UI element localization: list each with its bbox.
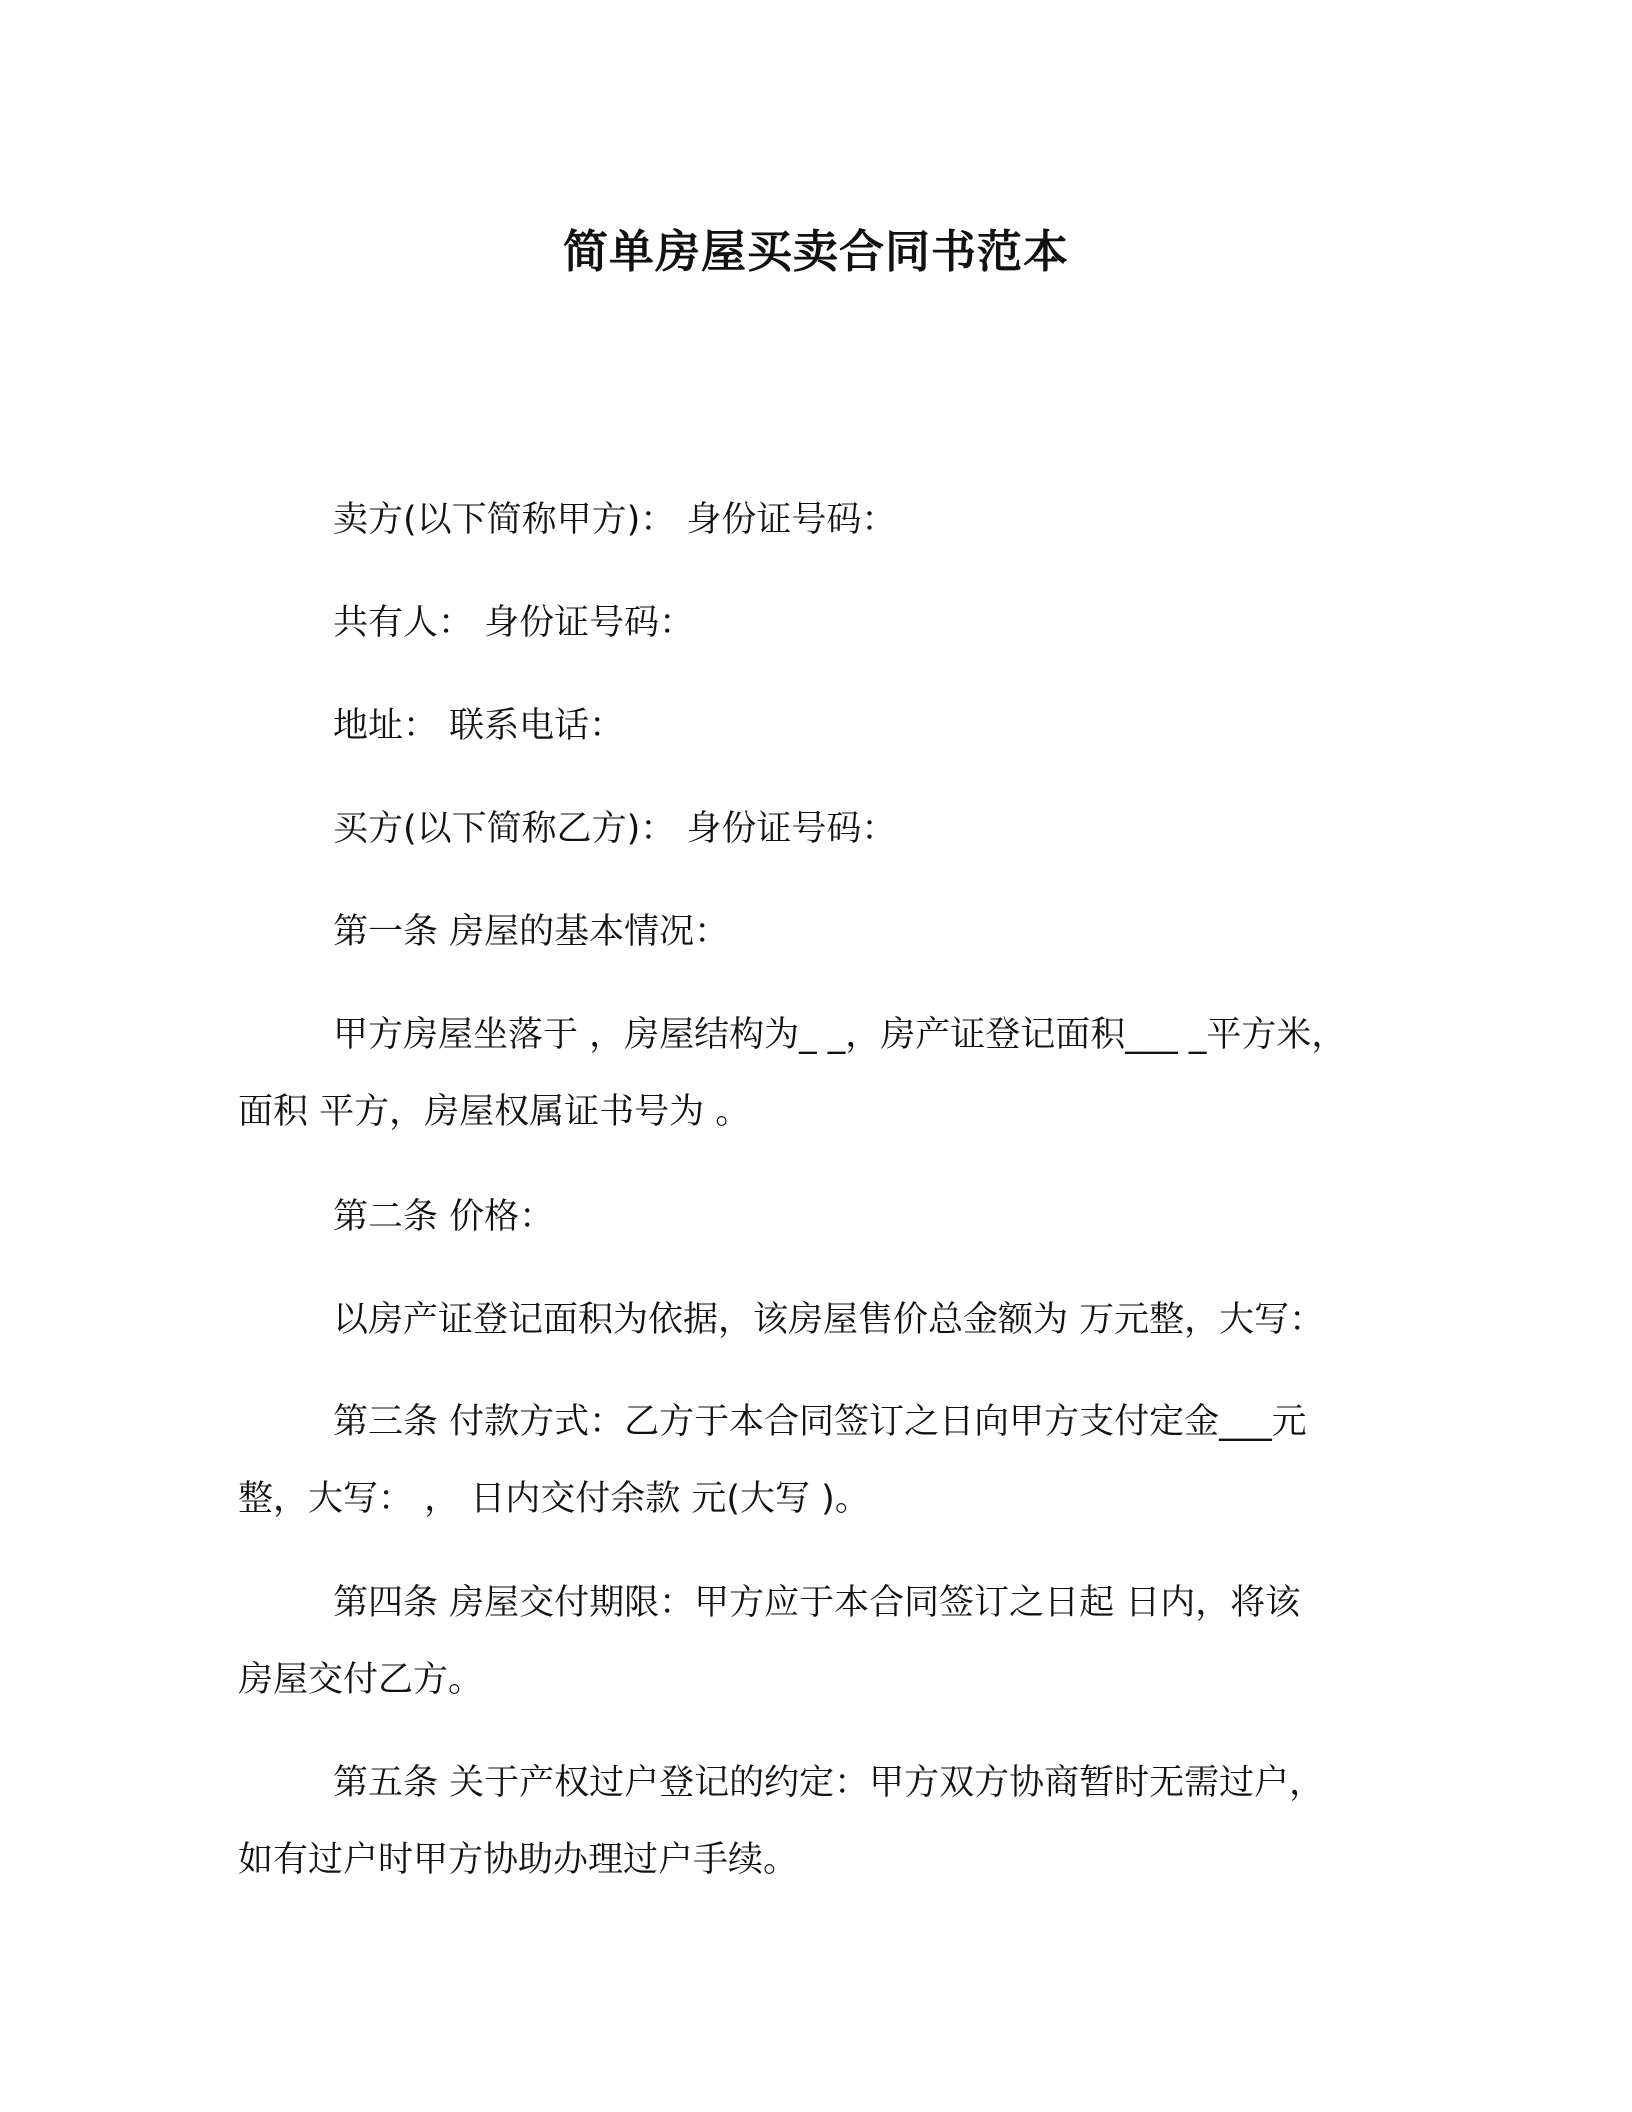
document-title: 简单房屋买卖合同书范本 bbox=[562, 225, 1069, 278]
address-line: 地址： 联系电话： bbox=[333, 706, 625, 746]
article-1-heading: 第一条 房屋的基本情况： bbox=[333, 912, 730, 952]
article-3-line-2: 整，大写： ， 日内交付余款 元(大写 )。 bbox=[238, 1479, 870, 1519]
article-2-heading: 第二条 价格： bbox=[333, 1197, 555, 1237]
article-1-line-1: 甲方房屋坐落于 ，房屋结构为_ _，房产证登记面积___ _平方米， bbox=[333, 1015, 1347, 1055]
article-5-line-2: 如有过户时甲方协助办理过户手续。 bbox=[238, 1840, 799, 1880]
co-owner-line: 共有人： 身份证号码： bbox=[333, 603, 695, 643]
article-2-line-1: 以房产证登记面积为依据，该房屋售价总金额为 万元整，大写： bbox=[333, 1300, 1325, 1340]
seller-line: 卖方(以下简称甲方)： 身份证号码： bbox=[333, 500, 897, 540]
article-1-line-2: 面积 平方，房屋权属证书号为 。 bbox=[238, 1092, 751, 1132]
article-3-line-1: 第三条 付款方式：乙方于本合同签订之日向甲方支付定金___元 bbox=[333, 1402, 1307, 1442]
article-4-line-2: 房屋交付乙方。 bbox=[238, 1660, 484, 1700]
article-4-line-1: 第四条 房屋交付期限：甲方应于本合同签订之日起 日内，将该 bbox=[333, 1583, 1301, 1623]
buyer-line: 买方(以下简称乙方)： 身份证号码： bbox=[333, 809, 897, 849]
article-5-line-1: 第五条 关于产权过户登记的约定：甲方双方协商暂时无需过户， bbox=[333, 1763, 1325, 1803]
